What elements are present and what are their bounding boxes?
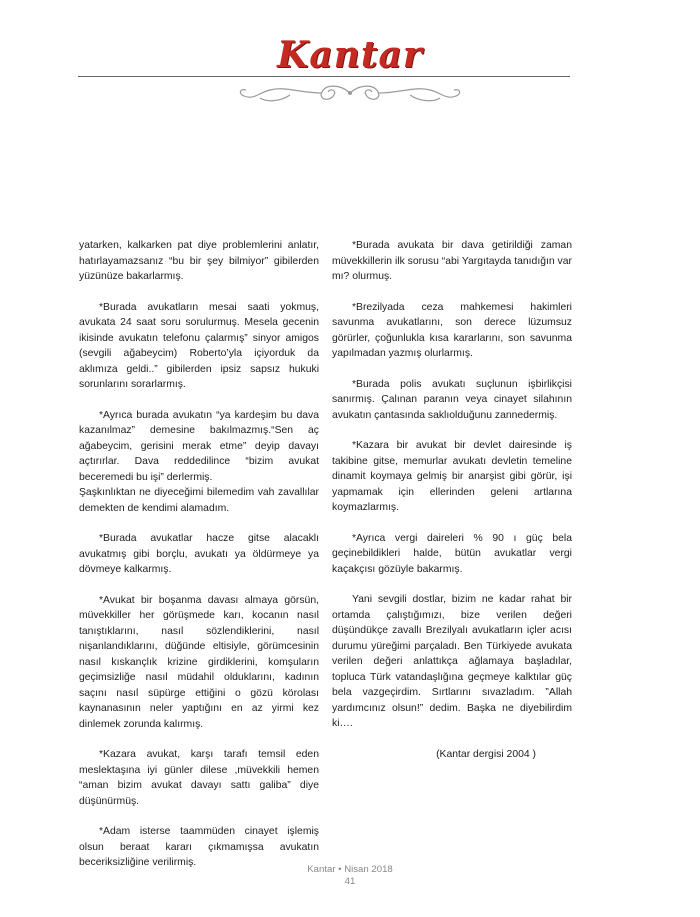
magazine-title: Kantar: [277, 34, 423, 76]
paragraph: *Adam isterse taammüden cinayet işlemiş olsun beraat kararı çıkmamışsa avukatın beceriksizliğine verilirmiş.: [79, 826, 319, 868]
masthead-rule: [78, 76, 570, 77]
paragraph: yatarken, kalkarken pat diye problemlerini anlatır, hatırlayamazsanız “bu bir şey bilmiyor” gibilerden yüzünüze bakarlarmış.: [79, 240, 319, 282]
paragraph: *Burada avukatların mesai saati yokmuş, avukata 24 saat soru sorulurmuş. Mesela gecenin ikisinde avukatın telefonu çalarmış” sinyor amigos (sevgili ağabeycim) Roberto’yla içiyorduk da aklımıza geldi..” gibilerden ipsiz sapsız hukuki sorunlarını sorarlarmış.: [79, 301, 319, 390]
source-citation: (Kantar dergisi 2004 ): [436, 748, 536, 760]
paragraph: *Ayrıca vergi daireleri % 90 ı güç bela geçinebildikleri halde, bütün avukatlar vergi kaçakçısı gözüyle bakarmış.: [332, 532, 572, 575]
paragraph: Yani sevgili dostlar, bizim ne kadar rahat bir ortamda çalıştığımızı, bize verilen değeri düşündükçe zavallı Brezilyalı avukatların içler acısı durumu yüreğimi parçaladı. Ben Türkiyede avukata verilen değeri anlattıkça ağlamaya başladılar, topluca Türk vatandaşlığına geçmeye kalktılar güç bela vazgeçirdim. Sırtlarını sıvazladım. ”Allah yardımcınız olsun!” dedim. Başka ne diyebilirdim ki….: [332, 594, 572, 729]
paragraph: *Ayrıca burada avukatın “ya kardeşim bu dava kazanılmaz” demesine bakılmazmış.“Sen aç ağabeycim, gerisini merak etme” deyip davayı açtırırlar. Dava reddedilince “bizim avukat beceremedi bu işi” derlermiş.: [79, 409, 319, 483]
masthead: [0, 0, 700, 110]
flourish-ornament-icon: [230, 82, 470, 104]
paragraph: *Brezilyada ceza mahkemesi hakimleri savunma avukatlarını, son derece lüzumsuz görürler, çoğunlukla kısa kararlarını, son savunma yapılmadan yazmış olurlarmış.: [332, 301, 572, 359]
paragraph: *Kazara bir avukat bir devlet dairesinde iş takibine gitse, memurlar avukatı devletin temeline dinamit koymaya gelmiş bir anarşist gibi görür, işi yapmamak için ellerinden geleni artlarına koymazlarmış.: [332, 440, 572, 513]
paragraph: *Burada avukata bir dava getirildiği zaman müvekkillerin ilk sorusu “abi Yargıtayda tanıdığın var mı? olurmuş.: [332, 240, 572, 282]
paragraph: *Burada avukatlar hacze gitse alacaklı avukatmış gibi borçlu, avukatı ya öldürmeye ya dövmeye kalkarmış.: [79, 533, 319, 575]
article-column-right: [332, 238, 572, 777]
page-footer: [0, 864, 700, 888]
paragraph: *Burada polis avukatı suçlunun işbirlikçisi sanırmış. Çalınan paranın veya cinayet silahının avukatın çantasında saklıolduğunu zannedermiş.: [332, 378, 572, 421]
article-column-left: [79, 238, 319, 886]
footer-issue: Kantar • Nisan 2018: [307, 864, 393, 875]
paragraph: *Kazara avukat, karşı tarafı temsil eden meslektaşına iyi günler dilese ,müvekkili hemen “aman bizim avukat davayı sattı galiba” diye düşünürmüş.: [79, 749, 319, 807]
paragraph: Şaşkınlıktan ne diyeceğimi bilemedim vah zavallılar demekten de kendimi alamadım.: [79, 487, 319, 514]
paragraph: *Avukat bir boşanma davası almaya görsün, müvekkiller her görüşmede karı, kocanın nasıl tanıştıklarını, nasıl sözlendiklerini, nasıl nişanlandıklarını, düğünde eltisiyle, görümcesinin nasıl kıskançlık krizine girdiklerini, komşuların geçimsizliğe nasıl müdahil olduklarını, kadının saçını nasıl süpürge ettiğini o gözü körolası kaynanasının neler yaptığını en az yirmi kez dinlemek zorunda kalırmış.: [79, 594, 319, 730]
page-number: 41: [344, 876, 356, 887]
